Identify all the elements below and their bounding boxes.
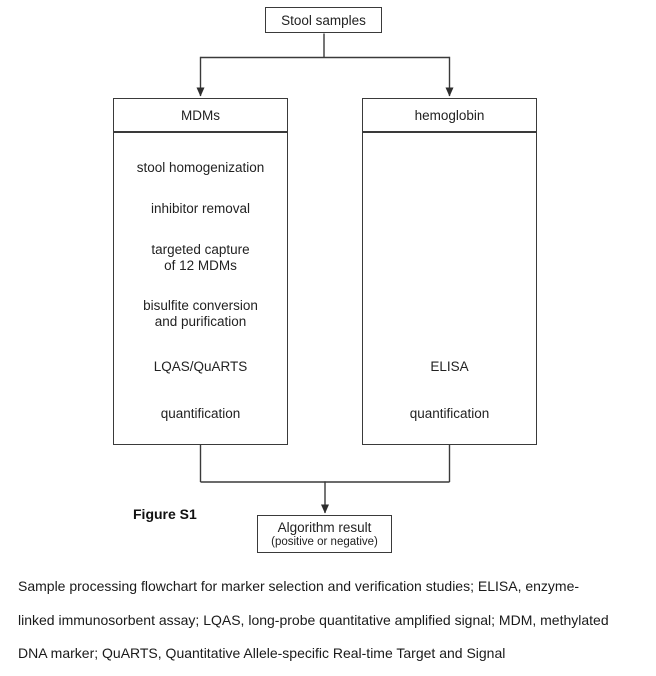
- column-mdms-header-label: MDMs: [181, 107, 220, 123]
- step-bisulfite-conversion: [113, 298, 288, 330]
- node-algorithm-result-line1: Algorithm result: [277, 519, 372, 535]
- step-quantification-right: [362, 406, 537, 422]
- step-quantification-right-line: quantification: [409, 406, 490, 421]
- column-hemoglobin: [362, 98, 537, 445]
- figure-label: Figure S1: [133, 506, 197, 522]
- step-elisa: [362, 359, 537, 375]
- figure-caption: [18, 570, 648, 671]
- node-stool-samples: [265, 7, 382, 33]
- caption-line-3: DNA marker; QuARTS, Quantitative Allele-specific Real-time Target and Signal: [18, 645, 506, 661]
- node-stool-samples-label: Stool samples: [281, 12, 366, 28]
- step-lqas-quarts: [113, 359, 288, 375]
- caption-line-1: Sample processing flowchart for marker selection and verification studies; ELISA, enzyme-: [18, 578, 580, 594]
- column-hemoglobin-header: [363, 99, 536, 133]
- step-bisulfite-conversion-line1: bisulfite conversion: [143, 298, 258, 313]
- caption-line-2: linked immunosorbent assay; LQAS, long-probe quantitative amplified signal; MDM, methylated: [18, 611, 609, 628]
- step-quantification-left: [113, 406, 288, 422]
- step-bisulfite-conversion-line2: and purification: [154, 314, 247, 329]
- step-stool-homogenization-line: stool homogenization: [136, 160, 265, 175]
- step-elisa-line: ELISA: [430, 359, 469, 374]
- node-algorithm-result: [257, 515, 392, 553]
- step-stool-homogenization: [113, 160, 288, 176]
- step-inhibitor-removal-line: inhibitor removal: [150, 201, 251, 216]
- column-hemoglobin-header-label: hemoglobin: [414, 107, 485, 123]
- step-inhibitor-removal: [113, 201, 288, 217]
- node-algorithm-result-line2: (positive or negative): [271, 535, 378, 548]
- step-targeted-capture: [113, 242, 288, 274]
- step-targeted-capture-line2: of 12 MDMs: [164, 258, 237, 273]
- column-mdms-header: [114, 99, 287, 133]
- step-lqas-quarts-line: LQAS/QuARTS: [153, 359, 248, 374]
- step-targeted-capture-line1: targeted capture: [151, 242, 250, 257]
- step-quantification-left-line: quantification: [160, 406, 241, 421]
